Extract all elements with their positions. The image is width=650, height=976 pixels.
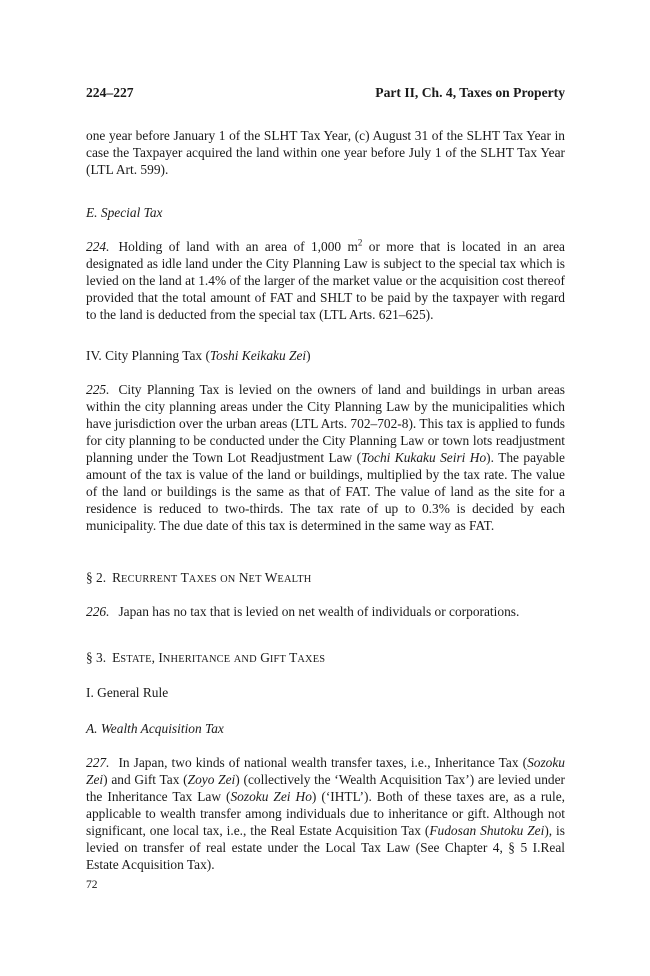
heading-letter: T xyxy=(289,650,298,665)
paragraph-number: 226. xyxy=(86,604,110,619)
italic-term: Fudosan Shutoku Zei xyxy=(429,823,545,838)
heading-smallcaps: IFT xyxy=(269,654,287,665)
superscript: 2 xyxy=(357,237,363,248)
heading-smallcaps: O xyxy=(220,574,228,585)
heading-smallcaps: ET xyxy=(248,574,262,585)
paragraph-text: City Planning Tax is levied on the owners of land and buildings in urban areas within the city planning areas under the City Planning Law by the municipalities which have jurisdiction over the urban areas (LTL Arts. 702–702-8). This tax is applied to funds for city planning to be conducted under the City Planning Law or town lots readjustment planning under the Town Lot Readjustment Law ( xyxy=(86,382,565,465)
paragraph-text: Japan has no tax that is levied on net wealth of individuals or corporations. xyxy=(118,604,520,619)
heading-smallcaps: N xyxy=(227,574,236,585)
section-heading-general-rule: I. General Rule xyxy=(86,685,169,700)
paragraph-224 xyxy=(86,238,565,323)
section-mark: § 2. xyxy=(86,570,107,585)
paragraph-text: or more that is located in an area designated as idle land under the City Planning Law is subject to the special tax which is levied on the land at 1.4% of the larger of the market value or the acquisition cost thereof provided that the total amount of FAT and SHLT to be paid by the taxpayer with regard to the land is deducted from the special tax (LTL Arts. 621–625). xyxy=(86,239,565,322)
italic-term: Tochi Kukaku Seiri Ho xyxy=(361,450,487,465)
paragraph-text: ) (‘IHTL’). Both of these taxes are, as a rule, applicable to wealth transfer among individuals due to inheritance or gift. Although not significant, one local tax, i.e., the Real Estate Acquisition Tax ( xyxy=(86,789,565,838)
paragraph-text: ) (collectively the ‘Wealth Acquisition Tax’) are levied under the Inheritance Tax Law ( xyxy=(86,772,565,804)
italic-term: Sozoku Zei xyxy=(86,755,565,787)
heading-letter: T xyxy=(180,570,189,585)
heading-smallcaps: NHERITANCE xyxy=(162,654,231,665)
section-heading-recurrent-taxes xyxy=(86,569,312,588)
heading-smallcaps: AND xyxy=(233,654,257,665)
heading-smallcaps: AXES xyxy=(188,574,217,585)
heading-smallcaps: EALTH xyxy=(277,574,312,585)
italic-term: Sozoku Zei Ho xyxy=(230,789,312,804)
paragraph-number: 225. xyxy=(86,382,110,397)
section-heading-city-planning-tax xyxy=(86,347,311,364)
heading-letter: N xyxy=(238,570,249,585)
paragraph-text: In Japan, two kinds of national wealth transfer taxes, i.e., Inheritance Tax ( xyxy=(118,755,528,770)
running-header xyxy=(86,84,565,101)
paragraph-226 xyxy=(86,603,565,620)
header-paragraph-range: 224–227 xyxy=(86,85,134,100)
page-number: 72 xyxy=(86,879,98,891)
heading-letter: W xyxy=(264,570,278,585)
heading-italic-term: Toshi Keikaku Zei xyxy=(209,348,307,363)
heading-text: ) xyxy=(306,348,311,363)
heading-letter: I xyxy=(158,650,163,665)
paragraph-text: Holding of land with an area of 1,000 m xyxy=(118,239,358,254)
heading-smallcaps: ECURRENT xyxy=(121,574,178,585)
paragraph-225 xyxy=(86,381,565,534)
paragraph-text: ). The payable amount of the tax is value of the land or buildings, multiplied by the tax rate. The value of the land or buildings is the same as that of FAT. The value of land as the site for a residence is reduced to two-thirds. The tax rate of up to 0.3% is decided by each municipality. The due date of this tax is determined in the same way as FAT. xyxy=(86,450,566,533)
heading-letter: E xyxy=(112,650,121,665)
paragraph-text: ), is levied on transfer of real estate under the Local Tax Law (See Chapter 4, § 5 I.Real Estate Acquisition Tax). xyxy=(86,823,565,872)
heading-text: IV. City Planning Tax ( xyxy=(86,348,210,363)
section-heading-estate-inheritance-gift: § 3. ESTATE, INHERITANCE AND GIFT TAXES xyxy=(86,650,326,665)
heading-smallcaps: AXES xyxy=(297,654,326,665)
heading-smallcaps: STATE xyxy=(120,654,152,665)
paragraph-227 xyxy=(86,754,565,873)
section-heading-special-tax: E. Special Tax xyxy=(86,205,163,220)
heading-letter: R xyxy=(112,570,122,585)
italic-term: Zoyo Zei xyxy=(187,772,236,787)
paragraph-number: 227. xyxy=(86,755,110,770)
section-heading-wealth-acquisition-tax: A. Wealth Acquisition Tax xyxy=(86,721,224,736)
heading-letter: G xyxy=(260,650,270,665)
continuation-paragraph: one year before January 1 of the SLHT Tax Year, (c) August 31 of the SLHT Tax Year in case the Taxpayer acquired the land within one year before July 1 of the SLHT Tax Year (LTL Art. 599). xyxy=(86,128,565,177)
paragraph-number: 224. xyxy=(86,239,110,254)
paragraph-text: ) and Gift Tax ( xyxy=(103,772,188,787)
section-mark: § 3. xyxy=(86,650,107,665)
header-chapter-title: Part II, Ch. 4, Taxes on Property xyxy=(375,85,565,100)
